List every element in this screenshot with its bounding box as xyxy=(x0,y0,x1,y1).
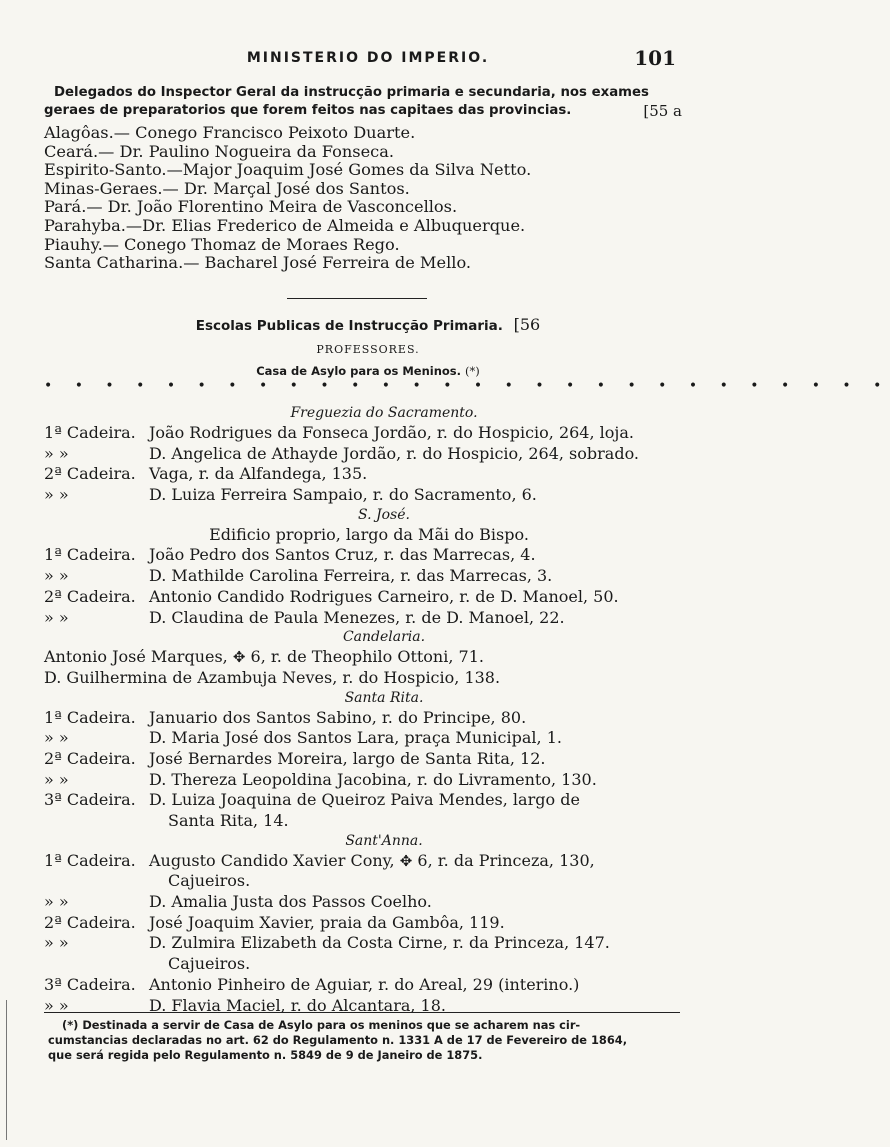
asylo-note-marker: (*) xyxy=(465,364,480,378)
list-item xyxy=(44,566,694,587)
chair-label: 2ª Cadeira. xyxy=(44,912,136,932)
parish-heading: Santa Rita. xyxy=(344,689,424,706)
chair-label: 1ª Cadeira. xyxy=(44,423,136,442)
teacher-entry: D. Amalia Justa dos Passos Coelho. xyxy=(149,892,432,912)
teacher-entry-cont: Cajueiros. xyxy=(168,954,251,974)
delegate-entry: Pará.— Dr. João Florentino Meira de Vasconcellos. xyxy=(44,197,458,217)
teacher-entry-cont: Cajueiros. xyxy=(168,871,251,891)
teacher-entry: Antonio Candido Rodrigues Carneiro, r. de D. Manoel, 50. xyxy=(149,586,619,606)
page-number: 101 xyxy=(634,46,676,70)
delegates-heading-line2-text: geraes de preparatorios que forem feitos nas capitaes das provincias. xyxy=(44,103,572,118)
teacher-entry: Antonio Pinheiro de Aguiar, r. do Areal, 29 (interino.) xyxy=(149,974,580,994)
delegate-entry: Minas-Geraes.— Dr. Marçal José dos Santos. xyxy=(44,178,410,198)
teacher-entry: D. Angelica de Athayde Jordão, r. do Hospicio, 264, sobrado. xyxy=(149,443,640,463)
list-item xyxy=(44,587,694,608)
list-item xyxy=(44,975,694,996)
section-title xyxy=(0,315,736,334)
delegate-entry: Piauhy.— Conego Thomaz de Moraes Rego. xyxy=(44,234,400,254)
list-item xyxy=(44,708,694,729)
chair-label: » » xyxy=(44,566,69,586)
chair-label: 1ª Cadeira. xyxy=(44,707,136,727)
list-item xyxy=(44,464,694,485)
teacher-entry: João Rodrigues da Fonseca Jordão, r. do Hospicio, 264, loja. xyxy=(149,423,634,442)
delegate-entry: Alagôas.— Conego Francisco Peixoto Duarte. xyxy=(44,123,416,142)
list-item xyxy=(44,423,694,444)
chair-label: 2ª Cadeira. xyxy=(44,586,136,606)
list-item xyxy=(44,892,694,913)
list-item xyxy=(44,485,694,506)
chair-label: 2ª Cadeira. xyxy=(44,464,136,484)
chair-label: 1ª Cadeira. xyxy=(44,545,136,565)
teacher-entry: D. Thereza Leopoldina Jacobina, r. do Livramento, 130. xyxy=(149,769,597,789)
list-item xyxy=(44,608,694,629)
chair-label: » » xyxy=(44,995,69,1015)
delegates-heading-line1: Delegados do Inspector Geral da instrucção primaria e secundaria, nos exames xyxy=(54,85,649,100)
delegates-list xyxy=(44,124,684,273)
chair-label: 2ª Cadeira. xyxy=(44,748,136,768)
teacher-entry: José Joaquim Xavier, praia da Gambôa, 119. xyxy=(149,912,505,932)
list-item xyxy=(44,996,694,1017)
teacher-entry: D. Guilhermina de Azambuja Neves, r. do Hospicio, 138. xyxy=(44,667,501,687)
teachers-list xyxy=(44,404,694,1016)
teacher-entry: D. Claudina de Paula Menezes, r. de D. Manoel, 22. xyxy=(149,607,565,627)
list-item-continuation xyxy=(44,811,694,832)
chair-label: » » xyxy=(44,892,69,912)
list-item xyxy=(44,749,694,770)
teacher-entry: Januario dos Santos Sabino, r. do Principe, 80. xyxy=(149,707,527,727)
section-divider xyxy=(287,298,427,299)
dotted-leader: • • • • • • • • • • • • • • • • • • • • • • • • • • • • xyxy=(44,378,890,394)
footnote xyxy=(48,1018,674,1063)
footnote-line: que será regida pelo Regulamento n. 5849 de 9 de Janeiro de 1875. xyxy=(48,1048,483,1062)
teacher-entry: D. Luiza Ferreira Sampaio, r. do Sacramento, 6. xyxy=(149,485,537,505)
chair-label: 3ª Cadeira. xyxy=(44,790,136,810)
chair-label: » » xyxy=(44,728,69,748)
order-badge-icon: ✥ xyxy=(399,851,413,870)
teacher-entry: João Pedro dos Santos Cruz, r. das Marrecas, 4. xyxy=(149,545,536,565)
teacher-entry-cont: Santa Rita, 14. xyxy=(168,811,289,830)
delegate-entry: Ceará.— Dr. Paulino Nogueira da Fonseca. xyxy=(44,141,395,161)
asylo-heading-text: Casa de Asylo para os Meninos. xyxy=(256,364,462,378)
list-item xyxy=(44,545,694,566)
delegate-entry: Santa Catharina.— Bacharel José Ferreira de Mello. xyxy=(44,253,472,273)
section-ref: [56 xyxy=(513,315,541,334)
teacher-address: 6, r. de Theophilo Ottoni, 71. xyxy=(250,647,484,667)
teacher-entry: D. Mathilde Carolina Ferreira, r. das Marrecas, 3. xyxy=(149,566,553,586)
teacher-entry: José Bernardes Moreira, largo de Santa Rita, 12. xyxy=(149,748,546,768)
delegates-heading-ref: [55 a xyxy=(643,102,682,120)
teacher-entry: D. Luiza Joaquina de Queiroz Paiva Mendes, largo de xyxy=(149,790,580,810)
teacher-entry: D. Maria José dos Santos Lara, praça Municipal, 1. xyxy=(149,728,562,748)
chair-label: » » xyxy=(44,607,69,627)
list-item xyxy=(44,770,694,791)
teacher-entry: Vaga, r. da Alfandega, 135. xyxy=(149,464,368,484)
parish-heading: Freguezia do Sacramento. xyxy=(290,405,478,421)
footnote-divider xyxy=(44,1012,680,1013)
list-item xyxy=(44,851,694,872)
chair-label: 3ª Cadeira. xyxy=(44,974,136,994)
footnote-line: cumstancias declaradas no art. 62 do Regulamento n. 1331 A de 17 de Fevereiro de 1864, xyxy=(48,1033,628,1047)
parish-note: Edificio proprio, largo da Mãi do Bispo. xyxy=(209,524,529,544)
chair-label: » » xyxy=(44,769,69,789)
list-item xyxy=(44,933,694,954)
list-item xyxy=(44,647,694,668)
teacher-entry: D. Flavia Maciel, r. do Alcantara, 18. xyxy=(149,995,446,1015)
section-subtitle: PROFESSORES. xyxy=(316,343,420,356)
list-item xyxy=(44,913,694,934)
chair-label: » » xyxy=(44,443,69,463)
list-item xyxy=(44,668,694,689)
running-title: MINISTERIO DO IMPERIO. xyxy=(246,50,490,66)
chair-label: » » xyxy=(44,485,69,505)
list-item-continuation xyxy=(44,954,694,975)
teacher-entry: D. Zulmira Elizabeth da Costa Cirne, r. da Princeza, 147. xyxy=(149,933,610,953)
parish-heading: Sant'Anna. xyxy=(345,832,423,849)
delegate-entry: Espirito-Santo.—Major Joaquim José Gomes da Silva Netto. xyxy=(44,160,532,180)
asylo-heading xyxy=(0,364,736,378)
delegate-entry: Parahyba.—Dr. Elias Frederico de Almeida e Albuquerque. xyxy=(44,215,526,235)
teacher-address: 6, r. da Princeza, 130, xyxy=(417,850,595,870)
delegates-heading xyxy=(44,84,682,120)
parish-heading: S. José. xyxy=(358,506,410,523)
teacher-entry xyxy=(44,647,484,668)
list-item xyxy=(44,444,694,465)
list-item xyxy=(44,790,694,811)
delegates-heading-line2 xyxy=(44,102,682,120)
page-header xyxy=(0,46,736,76)
section-title-text: Escolas Publicas de Instrucção Primaria. xyxy=(195,318,503,334)
teacher-entry xyxy=(149,851,595,872)
chair-label: 1ª Cadeira. xyxy=(44,850,136,870)
list-item-continuation xyxy=(44,871,694,892)
footnote-line: (*) Destinada a servir de Casa de Asylo para os meninos que se acharem nas cir- xyxy=(62,1018,581,1032)
parish-heading: Candelaria. xyxy=(342,629,426,646)
teacher-name: Augusto Candido Xavier Cony, xyxy=(149,850,395,870)
teacher-name: Antonio José Marques, xyxy=(44,647,228,667)
binding-edge xyxy=(6,1000,7,1140)
chair-label: » » xyxy=(44,933,69,953)
list-item xyxy=(44,728,694,749)
order-badge-icon: ✥ xyxy=(232,648,246,667)
